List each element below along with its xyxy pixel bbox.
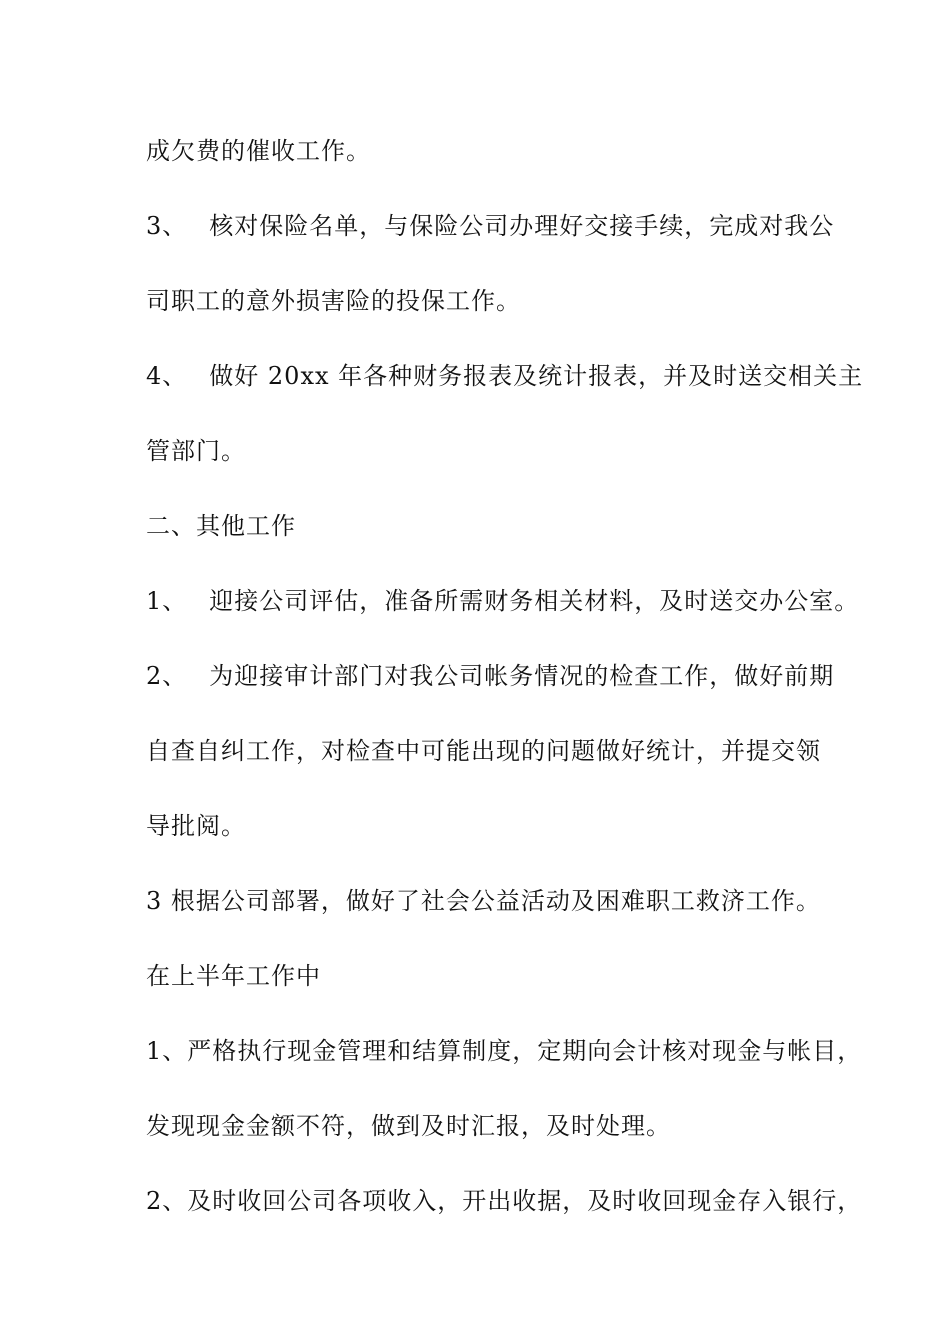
line-text: 成欠费的催收工作。 [146,137,371,165]
text-line [146,1110,671,1142]
text-line [146,435,246,467]
text-line [146,135,371,167]
line-text: 管部门。 [146,437,246,465]
line-text: 为迎接审计部门对我公司帐务情况的检查工作，做好前期 [209,662,835,690]
text-line [146,285,521,317]
line-text: 3 根据公司部署，做好了社会公益活动及困难职工救济工作。 [146,887,821,915]
line-text: 自查自纠工作，对检查中可能出现的问题做好统计，并提交领 [146,737,821,765]
list-item [146,585,859,617]
list-number: 4、 [146,362,188,390]
list-item [146,360,863,392]
line-text: 发现现金金额不符，做到及时汇报，及时处理。 [146,1112,671,1140]
text-line [146,1185,862,1217]
line-text: 做好 20xx 年各种财务报表及统计报表，并及时送交相关主 [209,362,864,390]
line-text: 核对保险名单，与保险公司办理好交接手续，完成对我公 [209,212,835,240]
text-line [146,810,246,842]
heading-text: 在上半年工作中 [146,962,321,990]
line-text: 1、严格执行现金管理和结算制度，定期向会计核对现金与帐目， [146,1037,863,1065]
line-text: 迎接公司评估，准备所需财务相关材料，及时送交办公室。 [209,587,860,615]
heading-text: 二、其他工作 [146,512,296,540]
list-number: 3、 [146,212,188,240]
section-heading [146,960,321,992]
list-item [146,660,834,692]
list-item [146,210,834,242]
text-line [146,735,821,767]
line-text: 2、及时收回公司各项收入，开出收据，及时收回现金存入银行， [146,1187,863,1215]
list-number: 2、 [146,662,188,690]
line-text: 导批阅。 [146,812,246,840]
list-number: 1、 [146,587,188,615]
text-line [146,1035,862,1067]
text-line [146,885,821,917]
line-text: 司职工的意外损害险的投保工作。 [146,287,521,315]
section-heading [146,510,296,542]
